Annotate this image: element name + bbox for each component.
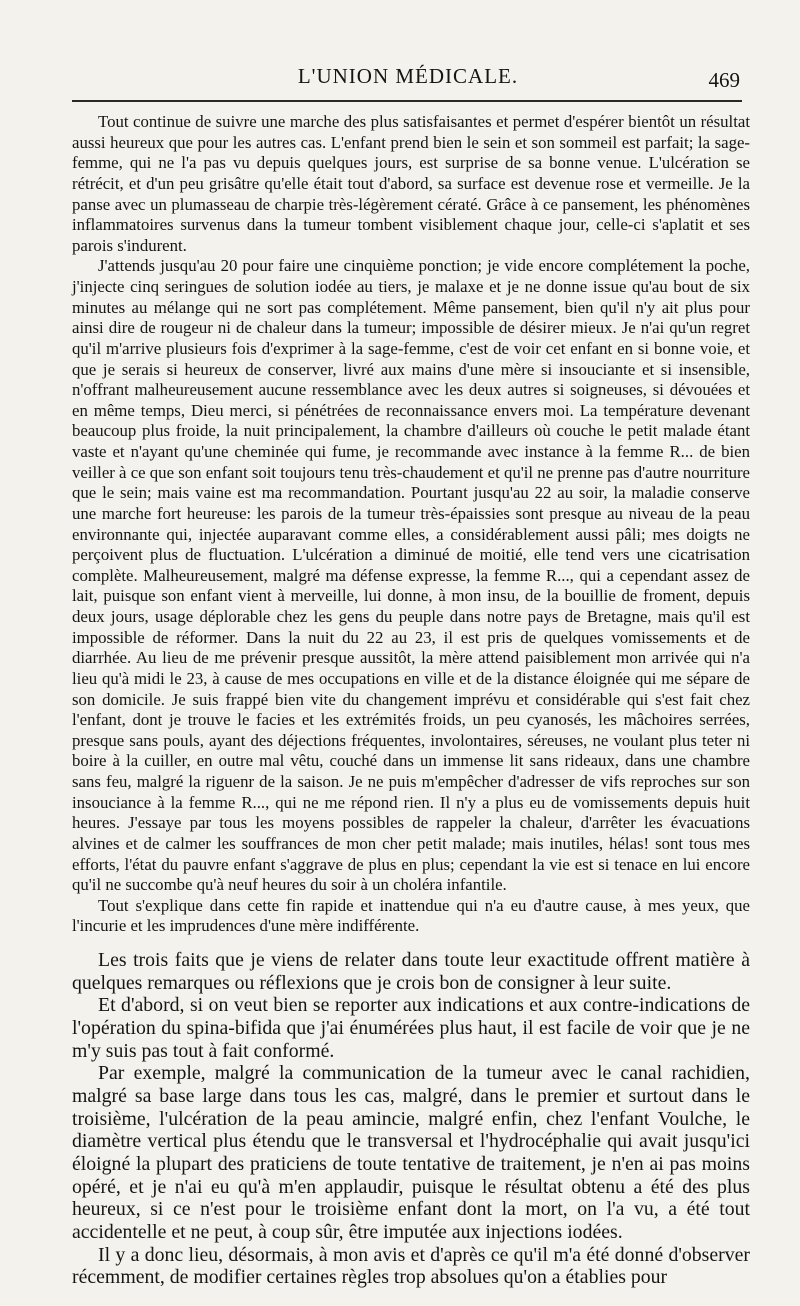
paragraph: Il y a donc lieu, désormais, à mon avis et d'après ce qu'il m'a été donné d'observer récemment, de modifier certaines règles trop absolues qu'on a établies pour <box>72 1243 750 1289</box>
page-header <box>70 62 746 94</box>
paragraph: J'attends jusqu'au 20 pour faire une cinquième ponction; je vide encore complétement la poche, j'injecte cinq seringues de solution iodée au tiers, je malaxe et je ne donne issue qu'au bout de six minutes au mélange qui ne sort pas complétement. Même pansement, bien qu'il n'y ait plus pour ainsi dire de rougeur ni de chaleur dans la tumeur; impossible de désirer mieux. Je n'ai qu'un regret qu'il m'arrive plusieurs fois d'exprimer à la sage-femme, c'est de voir cet enfant en si bonne voie, et que je serais si heureux de conserver, livré aux mains d'une mère si insouciante et si insensible, n'offrant malheureusement aucune ressemblance avec les deux autres si soigneuses, si dévouées et en même temps, Dieu merci, si pénétrées de reconnaissance envers moi. La température devenant beaucoup plus froide, la nuit principalement, la chambre d'ailleurs où couche le petit malade étant vaste et n'ayant qu'une cheminée qui fume, je recommande avec instance à la femme R... de bien veiller à ce que son enfant soit toujours tenu très-chaudement et qu'il ne prenne pas d'autre nourriture que le sein; mais vaine est ma recommandation. Pourtant jusqu'au 22 au soir, la maladie conserve une marche fort heureuse: les parois de la tumeur très-épaissies sont presque au niveau de la peau environnante qui, injectée auparavant comme elles, a considérablement aussi pâli; mes doigts ne perçoivent plus de fluctuation. L'ulcération a diminué de moitié, elle tend vers une cicatrisation complète. Malheureusement, malgré ma défense expresse, la femme R..., qui a cependant assez de lait, puisque son enfant vient à merveille, lui donne, à mon insu, de la bouillie de froment, depuis deux jours, usage déplorable chez les gens du peuple dans notre pays de Bretagne, mais qu'il est impossible de réformer. Dans la nuit du 22 au 23, il est pris de quelques vomissements et de diarrhée. Au lieu de me prévenir presque aussitôt, la mère attend paisiblement mon arrivée qui n'a lieu qu'à midi le 23, à cause de mes occupations en ville et de la distance éloignée qui me sépare de son domicile. Je suis frappé bien vite du changement imprévu et considérable qui s'est fait chez l'enfant, dont je trouve le facies et les extrémités froids, un peu cyanosés, les mâchoires serrées, presque sans pouls, ayant des déjections fréquentes, involontaires, séreuses, ne voulant plus teter ni boire à la cuiller, en outre mal vêtu, couché dans un immense lit sans rideaux, dans une chambre sans feu, malgré la riguenr de la saison. Je ne puis m'empêcher d'adresser de vifs reproches sur son insouciance à la femme R..., qui ne me répond rien. Il n'y a plus eu de vomissements depuis huit heures. J'essaye par tous les moyens possibles de rappeler la chaleur, d'arrêter les évacuations alvines et de calmer les souffrances de mon cher petit malade; mais inutiles, hélas! sont tous mes efforts, l'état du pauvre enfant s'aggrave de plus en plus; cependant la vie est si tenace en lui encore qu'il ne succombe qu'à neuf heures du soir à un choléra infantile. <box>72 256 750 895</box>
paragraph: Par exemple, malgré la communication de la tumeur avec le canal rachidien, malgré sa base large dans tous les cas, malgré, dans le premier et surtout dans le troisième, l'ulcération de la peau amincie, malgré enfin, chez l'enfant Voulche, le diamètre vertical plus étendu que le transversal et l'hydrocéphalie qui avait jusqu'ici éloigné la plupart des praticiens de toute tentative de traitement, je n'en ai pas moins opéré, et je n'ai eu qu'à m'en applaudir, puisque le résultat obtenu a été des plus heureux, si ce n'est pour le troisième enfant dont la mort, on l'a vu, a été tout accidentelle et ne peut, à coup sûr, être imputée aux injections iodées. <box>72 1062 750 1243</box>
case-report-text <box>72 112 750 937</box>
header-rule <box>72 100 742 102</box>
running-head: L'UNION MÉDICALE. <box>297 64 519 88</box>
paragraph: Tout continue de suivre une marche des plus satisfaisantes et permet d'espérer bientôt un résultat aussi heureux que pour les autres cas. L'enfant prend bien le sein et son sommeil est parfait; la sage-femme, qui ne l'a pas vu depuis quelques jours, est surprise de sa bonne venue. L'ulcération se rétrécit, et d'un peu grisâtre qu'elle était tout d'abord, sa surface est devenue rose et vermeille. Je la panse avec un plumasseau de charpie très-légèrement cératé. Grâce à ce pansement, les phénomènes inflammatoires survenus dans la tumeur tombent visiblement chaque jour, celle-ci s'aplatit et ses parois s'indurent. <box>72 112 750 255</box>
remarks-text <box>72 949 750 1289</box>
paragraph: Tout s'explique dans cette fin rapide et inattendue qui n'a eu d'autre cause, à mes yeux, que l'incurie et les imprudences d'une mère indifférente. <box>72 895 750 936</box>
paragraph: Les trois faits que je viens de relater dans toute leur exactitude offrent matière à quelques remarques ou réflexions que je crois bon de consigner à leur suite. <box>72 949 750 994</box>
page-number: 469 <box>708 68 740 92</box>
paragraph: Et d'abord, si on veut bien se reporter aux indications et aux contre-indications de l'opération du spina-bifida que j'ai énumérées plus haut, il est facile de voir que je ne m'y suis pas tout à fait conformé. <box>72 994 750 1062</box>
